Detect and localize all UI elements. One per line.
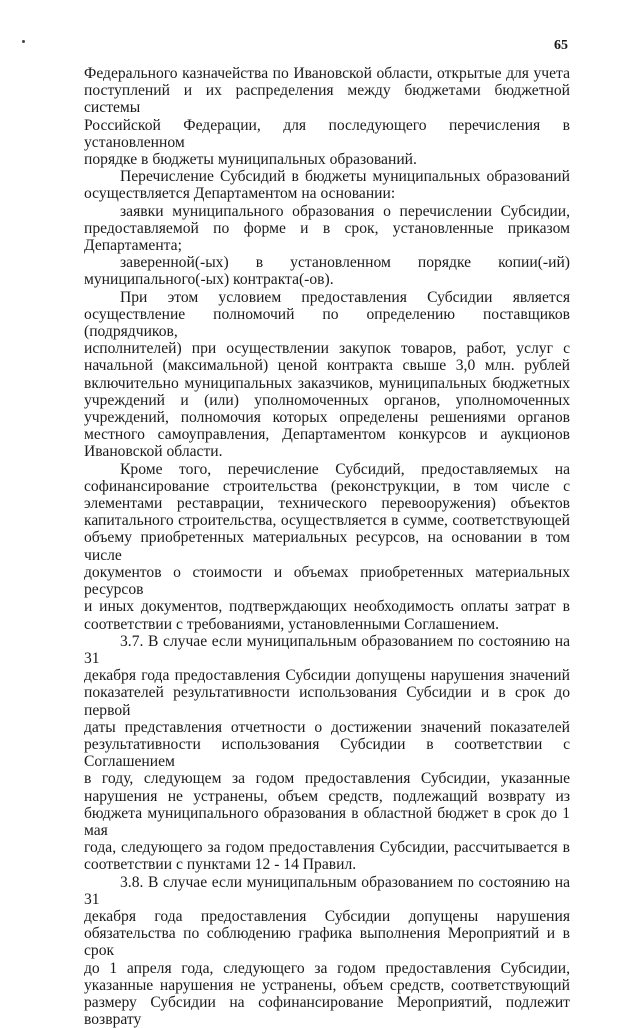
text-line: декабря года предоставления Субсидии допущены нарушения <box>84 907 570 925</box>
text-line: бюджета муниципального образования в областной бюджет в срок до 1 мая <box>84 804 570 839</box>
text-line: Перечисление Субсидий в бюджеты муниципальных образований <box>120 168 570 186</box>
text-line: элементами реставрации, технического перевооружения) объектов <box>84 495 570 513</box>
text-line: Федерального казначейства по Ивановской области, открытые для учета <box>84 65 570 82</box>
text-line: показателей результативности использования Субсидии и в срок до первой <box>84 684 570 719</box>
scan-speck <box>22 40 25 43</box>
text-line: в году, следующем за годом предоставления Субсидии, указанные <box>84 770 570 788</box>
text-line: предоставляемой по форме и в срок, установленные приказом <box>84 219 570 237</box>
text-line: результативности использования Субсидии в соответствии с Соглашением <box>84 735 570 771</box>
text-line: учреждений и (или) уполномоченных органов, уполномоченных <box>84 391 570 409</box>
text-line: осуществляется Департаментом на основании: <box>84 185 396 203</box>
text-line: осуществление полномочий по определению поставщиков (подрядчиков, <box>84 305 570 341</box>
text-line: муниципального(-ых) контракта(-ов). <box>84 271 334 289</box>
text-line: местного самоуправления, Департаментом конкурсов и аукционов <box>84 426 570 444</box>
text-line: декабря года предоставления Субсидии допущены нарушения значений <box>84 667 570 685</box>
text-line: 3.7. В случае если муниципальным образованием по состоянию на 31 <box>84 632 570 667</box>
text-line: документов о стоимости и объемах приобретенных материальных ресурсов <box>84 563 570 599</box>
text-line: заверенной(-ых) в установленном порядке копии(-ий) <box>120 254 570 272</box>
text-line: Российской Федерации, для последующего перечисления в установленном <box>84 116 570 151</box>
text-line: исполнителей) при осуществлении закупок товаров, работ, услуг с <box>84 340 570 358</box>
page-number: 65 <box>554 38 568 53</box>
text-line: объему приобретенных материальных ресурсов, на основании в том числе <box>84 529 570 564</box>
text-line: Кроме того, перечисление Субсидий, предоставляемых на <box>120 460 570 478</box>
text-line: соответствии с пунктами 12 - 14 Правил. <box>84 856 357 874</box>
text-line: порядке в бюджеты муниципальных образований. <box>84 151 417 169</box>
text-line: включительно муниципальных заказчиков, муниципальных бюджетных <box>84 374 570 392</box>
text-line: и иных документов, подтверждающих необходимость оплаты затрат в <box>84 598 570 616</box>
text-line: учреждений, полномочия которых определены решениями органов <box>84 409 570 427</box>
text-line: даты представления отчетности о достижении значений показателей <box>84 718 570 736</box>
text-line: нарушения не устранены, объем средств, подлежащий возврату из <box>84 787 570 805</box>
text-line: Департамента; <box>84 237 182 255</box>
text-line: Ивановской области. <box>84 443 223 461</box>
text-line: При этом условием предоставления Субсидии является <box>120 288 570 306</box>
text-line: года, следующего за годом предоставления Субсидии, рассчитывается в <box>84 839 570 857</box>
text-line: поступлений и их распределения между бюджетами бюджетной системы <box>84 82 570 117</box>
text-line: софинансирование строительства (реконструкции, в том числе с <box>84 477 570 495</box>
text-line: до 1 апреля года, следующего за годом предоставления Субсидии, <box>84 959 570 977</box>
text-line: 3.8. В случае если муниципальным образованием по состоянию на 31 <box>84 873 570 908</box>
text-line: размеру Субсидии на софинансирование Мероприятий, подлежит возврату <box>84 993 570 1028</box>
document-body <box>84 65 570 1028</box>
text-line: капитального строительства, осуществляется в сумме, соответствующей <box>84 512 570 530</box>
text-line: соответствии с требованиями, установленными Соглашением. <box>84 615 499 633</box>
text-line: начальной (максимальной) ценой контракта свыше 3,0 млн. рублей <box>84 357 570 375</box>
text-line: указанные нарушения не устранены, объем средств, соответствующий <box>84 976 570 994</box>
text-line: обязательства по соблюдению графика выполнения Мероприятий и в срок <box>84 925 570 960</box>
text-line: заявки муниципального образования о перечислении Субсидии, <box>120 202 570 220</box>
